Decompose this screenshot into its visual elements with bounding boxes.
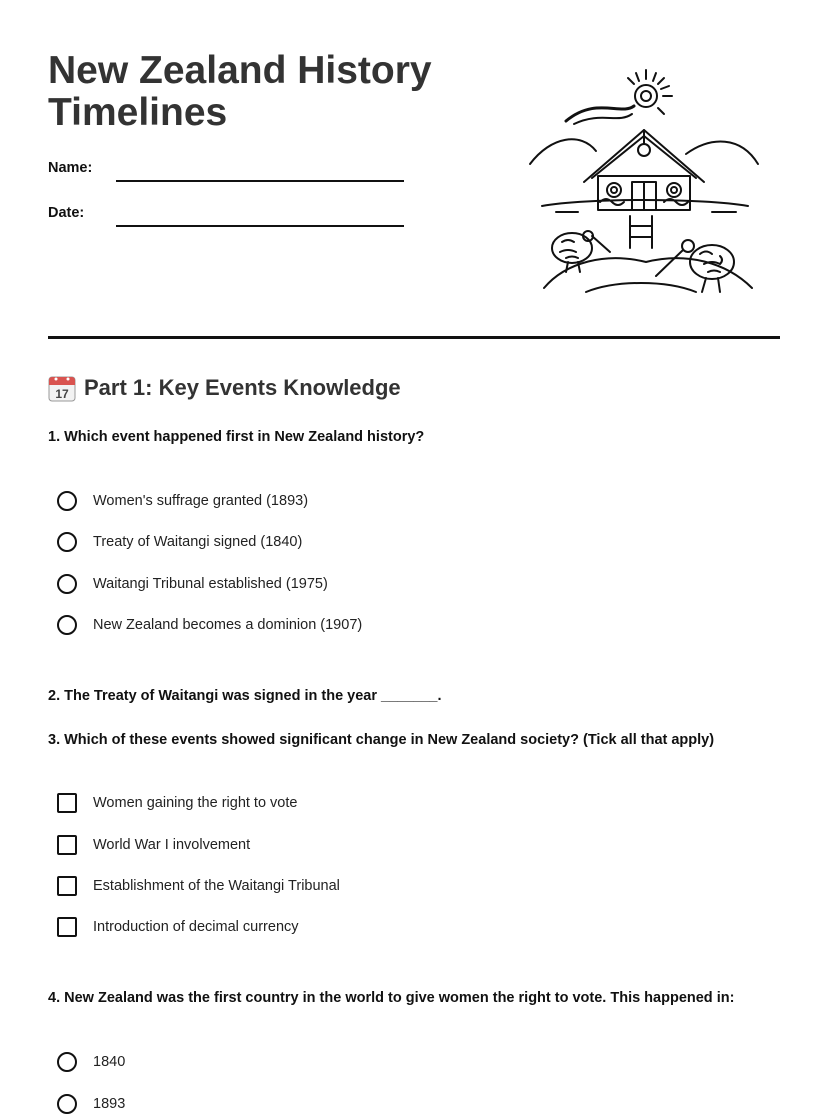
option-label: World War I involvement <box>93 837 251 853</box>
q3-option-2[interactable] <box>57 835 250 855</box>
option-label: Treaty of Waitangi signed (1840) <box>93 534 303 550</box>
checkbox[interactable] <box>57 793 77 813</box>
question-2: 2. The Treaty of Waitangi was signed in the year _______. <box>48 688 442 704</box>
q3-option-1[interactable] <box>57 793 297 813</box>
date-label: Date: <box>48 205 85 221</box>
q3-option-4[interactable] <box>57 917 299 937</box>
question-1: 1. Which event happened first in New Zealand history? <box>48 429 425 445</box>
checkbox[interactable] <box>57 876 77 896</box>
option-label: Introduction of decimal currency <box>93 919 299 935</box>
checkbox[interactable] <box>57 835 77 855</box>
section-divider <box>48 336 780 339</box>
q4-option-1[interactable] <box>57 1052 125 1072</box>
option-label: Waitangi Tribunal established (1975) <box>93 576 328 592</box>
q3-option-3[interactable] <box>57 876 340 896</box>
option-label: 1840 <box>93 1054 126 1070</box>
question-3: 3. Which of these events showed significant change in New Zealand society? (Tick all that apply) <box>48 732 715 748</box>
part1-heading <box>48 374 401 402</box>
option-label: New Zealand becomes a dominion (1907) <box>93 617 363 633</box>
q1-option-4[interactable] <box>57 615 362 635</box>
name-field[interactable] <box>116 180 404 182</box>
radio-button[interactable] <box>57 491 77 511</box>
wharenui-kiwi-sun-illustration <box>526 66 762 298</box>
radio-button[interactable] <box>57 1052 77 1072</box>
part1-heading-text: Part 1: Key Events Knowledge <box>84 375 401 400</box>
name-label: Name: <box>48 160 93 176</box>
radio-button[interactable] <box>57 574 77 594</box>
q1-option-1[interactable] <box>57 491 308 511</box>
option-label: Women's suffrage granted (1893) <box>93 493 309 509</box>
option-label: Establishment of the Waitangi Tribunal <box>93 878 340 894</box>
q1-option-2[interactable] <box>57 532 302 552</box>
option-label: 1893 <box>93 1096 126 1112</box>
q1-option-3[interactable] <box>57 574 328 594</box>
checkbox[interactable] <box>57 917 77 937</box>
radio-button[interactable] <box>57 532 77 552</box>
calendar-icon <box>48 374 76 402</box>
question-4: 4. New Zealand was the first country in the world to give women the right to vote. This happened in: <box>48 990 735 1006</box>
option-label: Women gaining the right to vote <box>93 795 298 811</box>
radio-button[interactable] <box>57 1094 77 1114</box>
radio-button[interactable] <box>57 615 77 635</box>
date-field[interactable] <box>116 225 404 227</box>
worksheet-title: New Zealand History Timelines <box>48 49 432 134</box>
q4-option-2[interactable] <box>57 1094 125 1114</box>
calendar-day: 17 <box>55 387 69 401</box>
